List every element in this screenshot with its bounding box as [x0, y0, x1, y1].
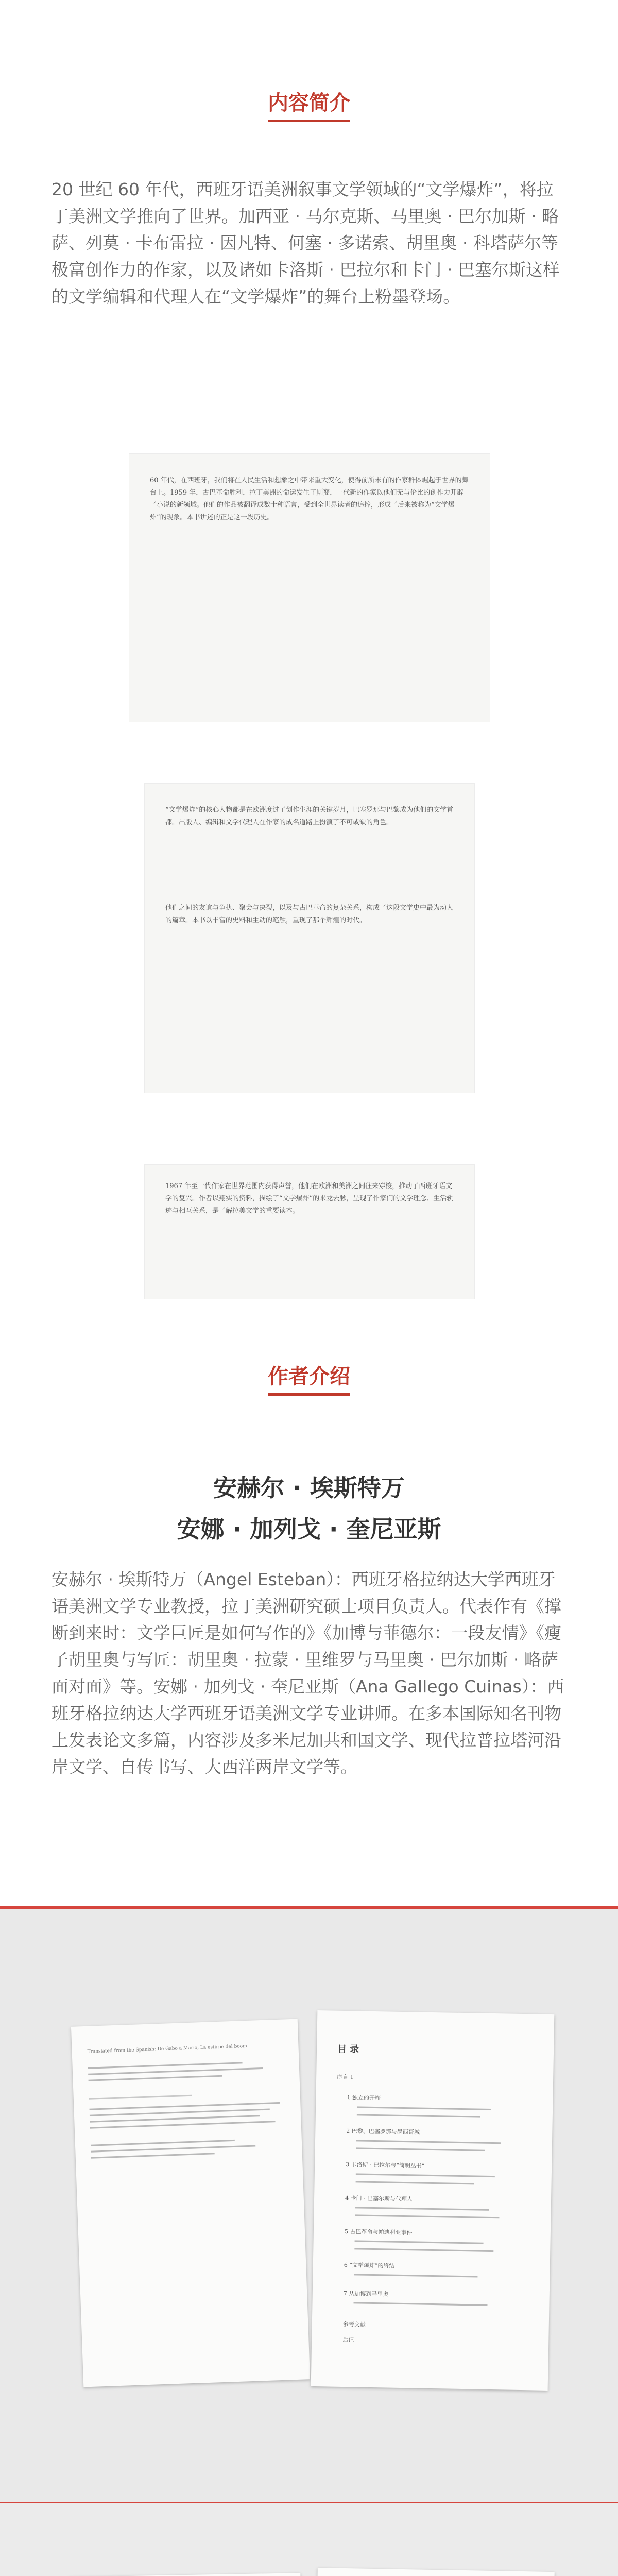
toc-entry: 6 “文学爆炸”的终结 [344, 2262, 395, 2269]
toc-page-right [311, 2568, 555, 2576]
toc-entry: 参考文献 [342, 2320, 366, 2328]
toc-entry: 3 卡洛斯 · 巴拉尔与“简明丛书” [346, 2161, 425, 2170]
toc-entry: 1 独立的开端 [347, 2094, 381, 2102]
intro-title-underline [268, 120, 350, 122]
scan-page-1 [129, 453, 490, 722]
scan-page-3 [144, 1164, 475, 1299]
author-name-2: 安娜 · 加列戈 · 奎尼亚斯 [177, 1515, 441, 1543]
intro-paragraph: 20 世纪 60 年代，西班牙语美洲叙事文学领域的“文学爆炸”，将拉丁美洲文学推向了世界。加西亚 · 马尔克斯、马里奥 · 巴尔加斯 · 略萨、列莫 · 卡布雷拉 · 因凡特、何塞 · 多诺索、胡里奥 · 科塔萨尔等极富创作力的作家，以及诸如卡洛斯 · 巴拉尔和卡门 · 巴塞尔斯这样的文学编辑和代理人在“文学爆炸”的舞台上粉墨登场。 [52, 179, 560, 307]
photo-book-copyright-toc [0, 1909, 618, 2502]
toc-entry: 7 从加博到马里奥 [343, 2290, 389, 2298]
toc-page-left [68, 2573, 307, 2576]
scan-page-2 [144, 783, 475, 1093]
toc-entry: 2 巴黎、巴塞罗那与墨西哥城 [346, 2128, 420, 2136]
scan-page-1-text: 60 年代，在西班牙，我们将在人民生活和想象之中带来重大变化，使得前所未有的作家群体崛起于世界的舞台上。1959 年，古巴革命胜利，拉丁美洲的命运发生了剧变，一代新的作家以他们无与伦比的创作力开辟了小说的新领域。他们的作品被翻译成数十种语言，受到全世界读者的追捧，形成了后来被称为“文学爆炸”的现象。本书讲述的正是这一段历史。 [150, 477, 469, 521]
author-bio: 安赫尔 · 埃斯特万（Angel Esteban）：西班牙格拉纳达大学西班牙语美洲文学专业教授，拉丁美洲研究硕士项目负责人。代表作有《撑断到来时：文学巨匠是如何写作的》《加博与菲德尔：一段友情》《瘦子胡里奥与写匠：胡里奥 · 拉蒙 · 里维罗与马里奥 · 巴尔加斯 · 略萨面对面》等。安娜 · 加列戈 · 奎尼亚斯（Ana Gallego Cuinas）：西班牙格拉纳达大学西班牙语美洲文学专业讲师。在多本国际知名刊物上发表论文多篇，内容涉及多米尼加共和国文学、现代拉普拉塔河沿岸文学、自传书写、大西洋两岸文学等。 [52, 1569, 564, 1777]
copyright-page [71, 2019, 310, 2387]
toc-page [311, 2010, 555, 2391]
scan-page-3-text: 1967 年至一代作家在世界范围内获得声誉，他们在欧洲和美洲之间往来穿梭，推动了西班牙语文学的复兴。作者以翔实的资料，描绘了“文学爆炸”的来龙去脉，呈现了作家们的文学理念、生活轨迹与相互关系，是了解拉美文学的重要读本。 [165, 1182, 454, 1215]
toc-title: 目 录 [337, 2043, 359, 2055]
intro-section-title: 内容简介 [268, 91, 350, 115]
toc-preface: 序言 1 [337, 2073, 354, 2081]
author-name-1: 安赫尔 · 埃斯特万 [213, 1474, 405, 1502]
toc-entry: 后记 [342, 2336, 354, 2344]
scan-page-2-text-2: 他们之间的友谊与争执、聚会与决裂，以及与古巴革命的复杂关系，构成了这段文学史中最为动人的篇章。本书以丰富的史料和生动的笔触，重现了那个辉煌的时代。 [165, 904, 454, 924]
toc-entry: 4 卡门 · 巴塞尔斯与代理人 [345, 2195, 413, 2203]
author-title-underline [268, 1393, 350, 1396]
copyright-header: Translated from the Spanish: De Gabo a Mario, La estirpe del boom [87, 2043, 247, 2055]
toc-entry: 5 古巴革命与帕迪利亚事件 [344, 2228, 413, 2236]
photo-toc-pages [0, 2503, 618, 2576]
author-section-title: 作者介绍 [268, 1365, 350, 1388]
scan-page-2-text-1: “文学爆炸”的核心人物都是在欧洲度过了创作生涯的关键岁月，巴塞罗那与巴黎成为他们的文学首都。出版人、编辑和文学代理人在作家的成名道路上扮演了不可或缺的角色。 [165, 806, 454, 826]
